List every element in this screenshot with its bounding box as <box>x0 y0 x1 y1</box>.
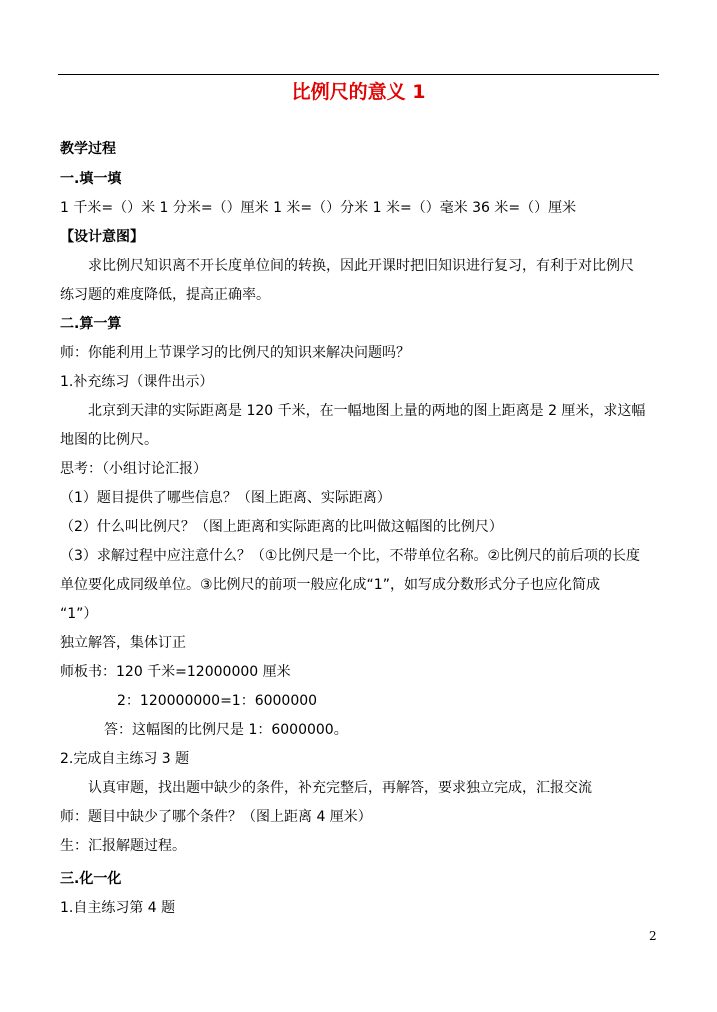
paragraph-line: 认真审题，找出题中缺少的条件，补充完整后，再解答，要求独立完成，汇报交流 <box>88 780 592 796</box>
paragraph-line: 2：120000000=1：6000000 <box>117 693 318 709</box>
paragraph-line: 师板书：120 千米=12000000 厘米 <box>60 664 291 680</box>
paragraph-line: 答：这幅图的比例尺是 1：6000000。 <box>104 722 348 738</box>
unit-conversion-line: 1 千米=（）米 1 分米=（）厘米 1 米=（）分米 1 米=（）毫米 36 米=（）厘米 <box>60 200 577 216</box>
paragraph-line: 北京到天津的实际距离是 120 千米，在一幅地图上量的两地的图上距离是 2 厘米，求这幅 <box>88 403 646 419</box>
paragraph-line: 求比例尺知识离不开长度单位间的转换，因此开课时把旧知识进行复习，有利于对比例尺 <box>88 258 634 274</box>
paragraph-line: “1”） <box>60 606 98 622</box>
paragraph-line: 1.补充练习（课件出示） <box>60 374 214 390</box>
section-heading-fill: 一.填一填 <box>60 171 122 187</box>
paragraph-line: 地图的比例尺。 <box>60 432 158 448</box>
heading-teaching-process: 教学过程 <box>60 141 116 157</box>
paragraph-line: 1.自主练习第 4 题 <box>60 900 176 916</box>
document-title: 比例尺的意义 1 <box>291 81 426 103</box>
paragraph-line: 生：汇报解题过程。 <box>60 838 186 854</box>
paragraph-line: 2.完成自主练习 3 题 <box>60 751 190 767</box>
paragraph-line: （3）求解过程中应注意什么？（①比例尺是一个比，不带单位名称。②比例尺的前后项的长度 <box>60 548 641 564</box>
paragraph-line: 师：你能利用上节课学习的比例尺的知识来解决问题吗？ <box>60 345 410 361</box>
paragraph-line: 师：题目中缺少了哪个条件？（图上距离 4 厘米） <box>60 809 372 825</box>
design-intent-heading: 【设计意图】 <box>60 229 144 245</box>
paragraph-line: 独立解答，集体订正 <box>60 635 186 651</box>
header-rule <box>58 74 659 75</box>
section-heading-simplify: 三.化一化 <box>60 871 122 887</box>
paragraph-line: （2）什么叫比例尺？（图上距离和实际距离的比叫做这幅图的比例尺） <box>60 519 503 535</box>
paragraph-line: 单位要化成同级单位。③比例尺的前项一般应化成“1”，如写成分数形式分子也应化简成 <box>60 577 600 593</box>
paragraph-line: 练习题的难度降低，提高正确率。 <box>60 287 270 303</box>
section-heading-calculate: 二.算一算 <box>60 316 122 332</box>
paragraph-line: 思考：（小组讨论汇报） <box>60 461 207 477</box>
paragraph-line: （1）题目提供了哪些信息？（图上距离、实际距离） <box>60 490 391 506</box>
page-number: 2 <box>649 929 657 943</box>
